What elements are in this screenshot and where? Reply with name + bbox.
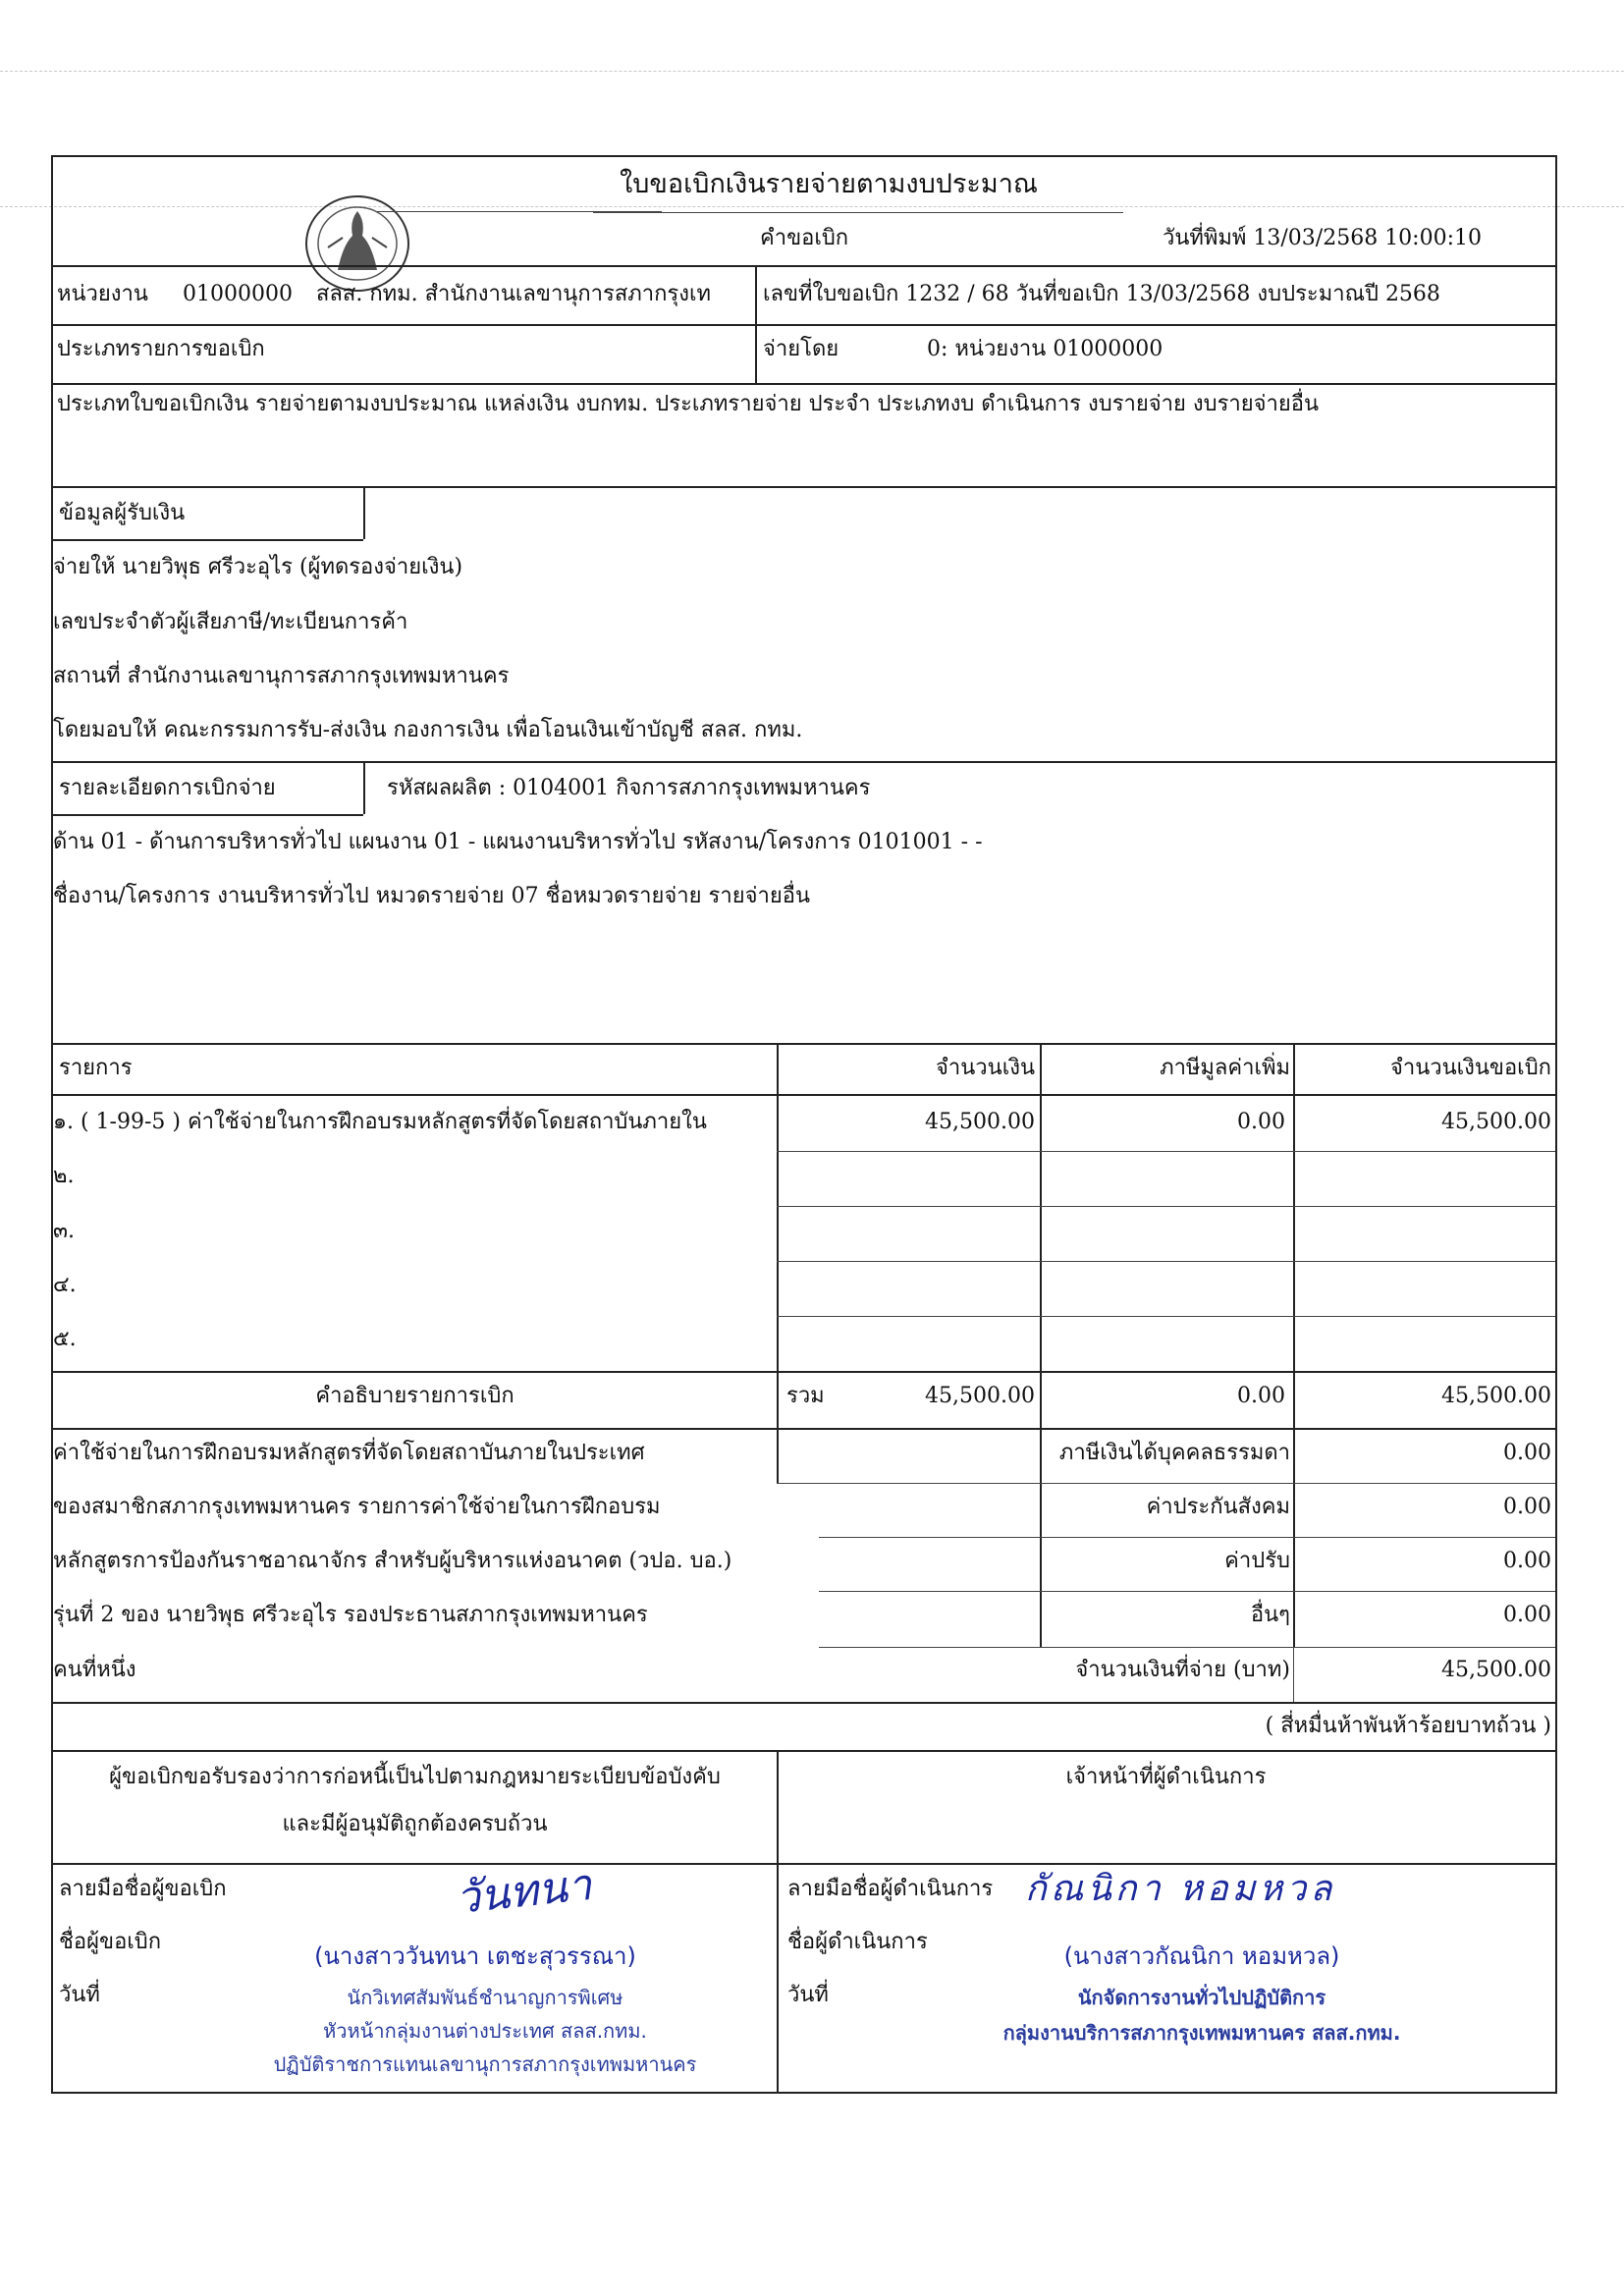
officer-handwritten-name: กัณนิกา หอมหวล (1025, 1869, 1336, 1909)
pay-by-label: จ่ายโดย (763, 337, 839, 361)
table-row-1-request: 45,500.00 (1441, 1110, 1551, 1134)
officer-header: เจ้าหน้าที่ผู้ดำเนินการ (1065, 1765, 1267, 1789)
table-row-4-label: ๔. (53, 1273, 77, 1297)
requester-stamp-line-1: นักวิเทศสัมพันธ์ชำนาญการพิเศษ (347, 1986, 623, 2009)
officer-stamp-line-1: นักจัดการงานทั่วไปปฏิบัติการ (1077, 1986, 1326, 2009)
requester-signature-label: ลายมือชื่อผู้ขอเบิก (59, 1877, 227, 1901)
payee-address: สถานที่ สำนักงานเลขานุการสภากรุงเทพมหานคร (53, 664, 510, 688)
description-line-4: รุ่นที่ 2 ของ นายวิพุธ ศรีวะอุไร รองประธานสภากรุงเทพมหานคร (53, 1603, 648, 1627)
unit-name: สลส. กทม. สำนักงานเลขานุการสภากรุงเท (316, 282, 712, 306)
print-date: วันที่พิมพ์ 13/03/2568 10:00:10 (1163, 226, 1482, 250)
amount-in-words: ( สี่หมื่นห้าพันห้าร้อยบาทถ้วน ) (1265, 1714, 1551, 1738)
table-row-3-label: ๓. (53, 1219, 76, 1243)
description-line-1: ค่าใช้จ่ายในการฝึกอบรมหลักสูตรที่จัดโดยสถาบันภายในประเทศ (53, 1441, 645, 1465)
table-row-5-label: ๕. (53, 1327, 77, 1351)
net-paid-value: 45,500.00 (1441, 1658, 1551, 1682)
deduction-income-tax-label: ภาษีเงินได้บุคคลธรรมดา (1058, 1441, 1290, 1465)
request-label: คำขอเบิก (760, 226, 849, 250)
officer-name-label: ชื่อผู้ดำเนินการ (787, 1930, 928, 1954)
total-vat: 0.00 (1237, 1384, 1285, 1408)
total-label: รวม (786, 1384, 825, 1408)
details-line-2: ชื่องาน/โครงการ งานบริหารทั่วไป หมวดรายจ่าย 07 ชื่อหมวดรายจ่าย รายจ่ายอื่น (53, 884, 810, 908)
form-title: ใบขอเบิกเงินรายจ่ายตามงบประมาณ (620, 169, 1038, 199)
item-type-label: ประเภทรายการขอเบิก (57, 337, 265, 361)
certify-line-2: และมีผู้อนุมัติถูกต้องครบถ้วน (282, 1812, 548, 1836)
payee-header: ข้อมูลผู้รับเงิน (59, 501, 186, 525)
details-product: รหัสผลผลิต : 0104001 กิจการสภากรุงเทพมหานคร (387, 776, 871, 800)
certify-line-1: ผู้ขอเบิกขอรับรองว่าการก่อหนี้เป็นไปตามกฎหมายระเบียบข้อบังคับ (109, 1765, 721, 1789)
table-row-1-amount: 45,500.00 (925, 1110, 1035, 1134)
deduction-social-security-label: ค่าประกันสังคม (1146, 1495, 1290, 1519)
unit-label: หน่วยงาน (57, 282, 148, 306)
requester-date-label: วันที่ (59, 1983, 100, 2007)
col-header-item: รายการ (59, 1056, 133, 1080)
pay-by-value: 0: หน่วยงาน 01000000 (927, 337, 1164, 361)
deduction-social-security-value: 0.00 (1503, 1495, 1551, 1519)
unit-code: 01000000 (183, 282, 293, 306)
deduction-other-label: อื่นๆ (1250, 1603, 1290, 1627)
details-line-1: ด้าน 01 - ด้านการบริหารทั่วไป แผนงาน 01 - แผนงานบริหารทั่วไป รหัสงาน/โครงการ 0101001 - - (53, 830, 983, 854)
deduction-fine-label: ค่าปรับ (1224, 1549, 1290, 1573)
table-row-1-label: ๑. ( 1-99-5 ) ค่าใช้จ่ายในการฝึกอบรมหลักสูตรที่จัดโดยสถาบันภายใน (53, 1110, 707, 1134)
col-header-amount: จำนวนเงิน (936, 1056, 1035, 1080)
description-line-2: ของสมาชิกสภากรุงเทพมหานคร รายการค่าใช้จ่ายในการฝึกอบรม (53, 1495, 661, 1519)
requester-name-label: ชื่อผู้ขอเบิก (59, 1930, 162, 1954)
net-paid-label: จำนวนเงินที่จ่าย (บาท) (1075, 1658, 1290, 1682)
details-header: รายละเอียดการเบิกจ่าย (59, 776, 276, 800)
budget-type-line: ประเภทใบขอเบิกเงิน รายจ่ายตามงบประมาณ แหล่งเงิน งบกทม. ประเภทรายจ่าย ประจำ ประเภทงบ ดำเนินการ งบรายจ่าย งบรายจ่ายอื่น (57, 392, 1320, 416)
total-request: 45,500.00 (1441, 1384, 1551, 1408)
scan-artifact-line (0, 71, 1624, 72)
deduction-fine-value: 0.00 (1503, 1549, 1551, 1573)
table-row-2-label: ๒. (53, 1164, 75, 1188)
payee-delegate: โดยมอบให้ คณะกรรมการรับ-ส่งเงิน กองการเงิน เพื่อโอนเงินเข้าบัญชี สลส. กทม. (53, 718, 803, 742)
requester-name: (นางสาววันทนา เตชะสุวรรณา) (314, 1942, 636, 1970)
document-info: เลขที่ใบขอเบิก 1232 / 68 วันที่ขอเบิก 13/03/2568 งบประมาณปี 2568 (763, 282, 1440, 306)
requester-stamp-line-2: หัวหน้ากลุ่มงานต่างประเทศ สลส.กทม. (323, 2019, 647, 2043)
description-line-5: คนที่หนึ่ง (53, 1658, 136, 1682)
description-header: คำอธิบายรายการเบิก (315, 1384, 514, 1408)
total-amount: 45,500.00 (925, 1384, 1035, 1408)
officer-name: (นางสาวกัณนิกา หอมหวล) (1063, 1942, 1340, 1970)
officer-stamp-line-2: กลุ่มงานบริการสภากรุงเทพมหานคร สลส.กทม. (1002, 2021, 1401, 2045)
table-row-1-vat: 0.00 (1237, 1110, 1285, 1134)
title-underline (593, 212, 1123, 213)
payee-pay-to: จ่ายให้ นายวิพุธ ศรีวะอุไร (ผู้ทดรองจ่ายเงิน) (53, 555, 463, 579)
col-header-request: จำนวนเงินขอเบิก (1389, 1056, 1551, 1080)
payee-tax-id: เลขประจำตัวผู้เสียภาษี/ทะเบียนการค้า (53, 610, 408, 634)
col-header-vat: ภาษีมูลค่าเพิ่ม (1160, 1056, 1290, 1080)
officer-signature-label: ลายมือชื่อผู้ดำเนินการ (787, 1877, 994, 1901)
officer-date-label: วันที่ (787, 1983, 829, 2007)
deduction-other-value: 0.00 (1503, 1603, 1551, 1627)
disbursement-form (51, 155, 1557, 2094)
deduction-income-tax-value: 0.00 (1503, 1441, 1551, 1465)
requester-stamp-line-3: ปฏิบัติราชการแทนเลขานุการสภากรุงเทพมหานคร (273, 2052, 697, 2076)
requester-signature: วันทนา (453, 1859, 594, 1925)
description-line-3: หลักสูตรการป้องกันราชอาณาจักร สำหรับผู้บริหารแห่งอนาคต (วปอ. บอ.) (53, 1549, 732, 1573)
